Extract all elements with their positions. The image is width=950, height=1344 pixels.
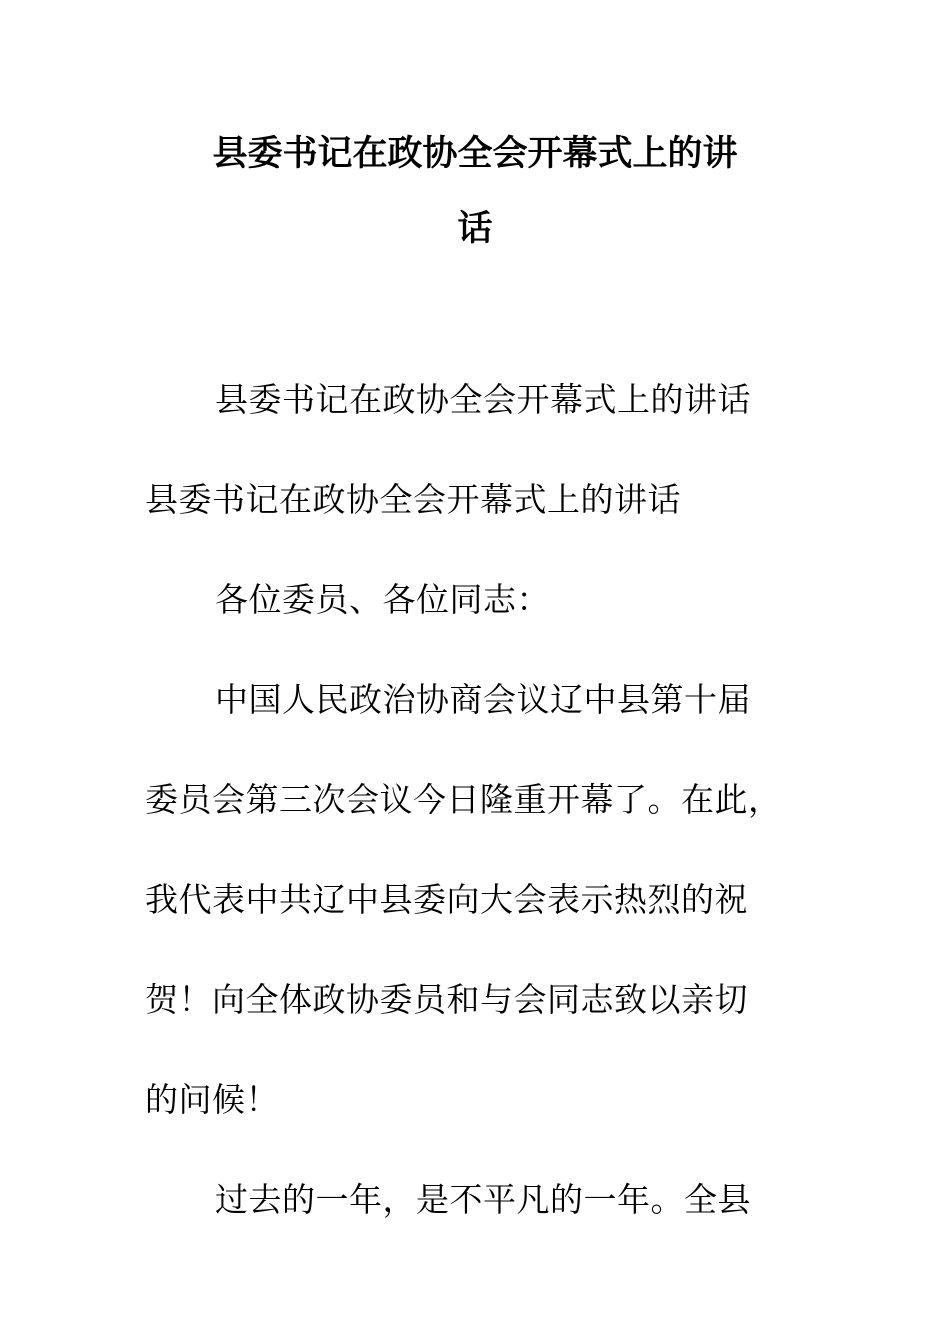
body-text-line: 贺！向全体政协委员和与会同志致以亲切: [145, 980, 748, 1019]
document-title-line-1: 县委书记在政协全会开幕式上的讲: [212, 133, 738, 174]
paragraph-heading-repeat: 县委书记在政协全会开幕式上的讲话: [215, 380, 751, 419]
body-text-line: 过去的一年，是不平凡的一年。全县: [215, 1180, 751, 1219]
body-text-line: 的问候！: [145, 1080, 279, 1119]
body-text-line: 中国人民政治协商会议辽中县第十届: [215, 680, 751, 719]
document-title-line-2: 话: [457, 208, 493, 249]
paragraph-heading-repeat-2: 县委书记在政协全会开幕式上的讲话: [145, 480, 681, 519]
body-text-line: 委员会第三次会议今日隆重开幕了。在此，: [145, 780, 782, 819]
body-text-line: 我代表中共辽中县委向大会表示热烈的祝: [145, 880, 748, 919]
salutation: 各位委员、各位同志：: [215, 580, 550, 619]
